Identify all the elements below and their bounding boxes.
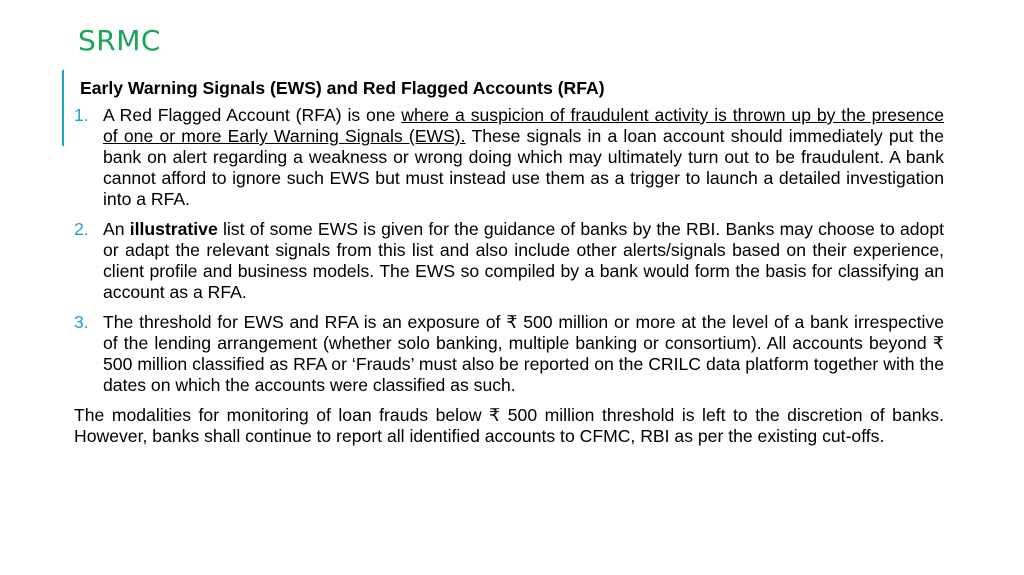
slide-content	[74, 78, 944, 447]
list-item	[74, 219, 944, 303]
item-text-pre: An	[103, 219, 130, 239]
list-number: 1.	[74, 105, 89, 125]
item-text: The threshold for EWS and RFA is an exposure of ₹ 500 million or more at the level of a bank irrespective of the lending arrangement (whether solo banking, multiple banking or consortium). All accounts beyond ₹ 500 million classified as RFA or ‘Frauds’ must also be reported on the CRILC data platform together with the dates on which the accounts were classified as such.	[103, 312, 944, 395]
item-text-pre: A Red Flagged Account (RFA) is one	[103, 105, 402, 125]
list-number: 3.	[74, 312, 89, 332]
list-number: 2.	[74, 219, 89, 239]
brand-logo-text: SRMC	[78, 24, 161, 57]
slide-heading: Early Warning Signals (EWS) and Red Flagged Accounts (RFA)	[80, 78, 605, 98]
item-text-bold: illustrative	[129, 219, 218, 239]
item-text-post: These signals in a loan account should immediately put the bank on alert regarding a weakness or wrong doing which may ultimately turn out to be fraudulent. A bank cannot afford to ignore such EWS but must instead use them as a trigger to launch a detailed investigation into a RFA.	[103, 126, 944, 209]
closing-paragraph: The modalities for monitoring of loan frauds below ₹ 500 million threshold is left to the discretion of banks. However, banks shall continue to report all identified accounts to CFMC, RBI as per the existing cut-offs.	[74, 405, 944, 446]
item-text-underlined: where a suspicion of fraudulent activity is thrown up by the presence of one or more Early Warning Signals (EWS).	[103, 105, 945, 146]
accent-bar	[62, 70, 64, 146]
numbered-list	[74, 105, 944, 396]
list-item	[74, 312, 944, 396]
item-text-post: list of some EWS is given for the guidance of banks by the RBI. Banks may choose to adopt or adapt the relevant signals from this list and also include other alerts/signals based on their experience, client profile and business models. The EWS so compiled by a bank would form the basis for classifying an account as a RFA.	[103, 219, 944, 302]
list-item	[74, 105, 944, 210]
